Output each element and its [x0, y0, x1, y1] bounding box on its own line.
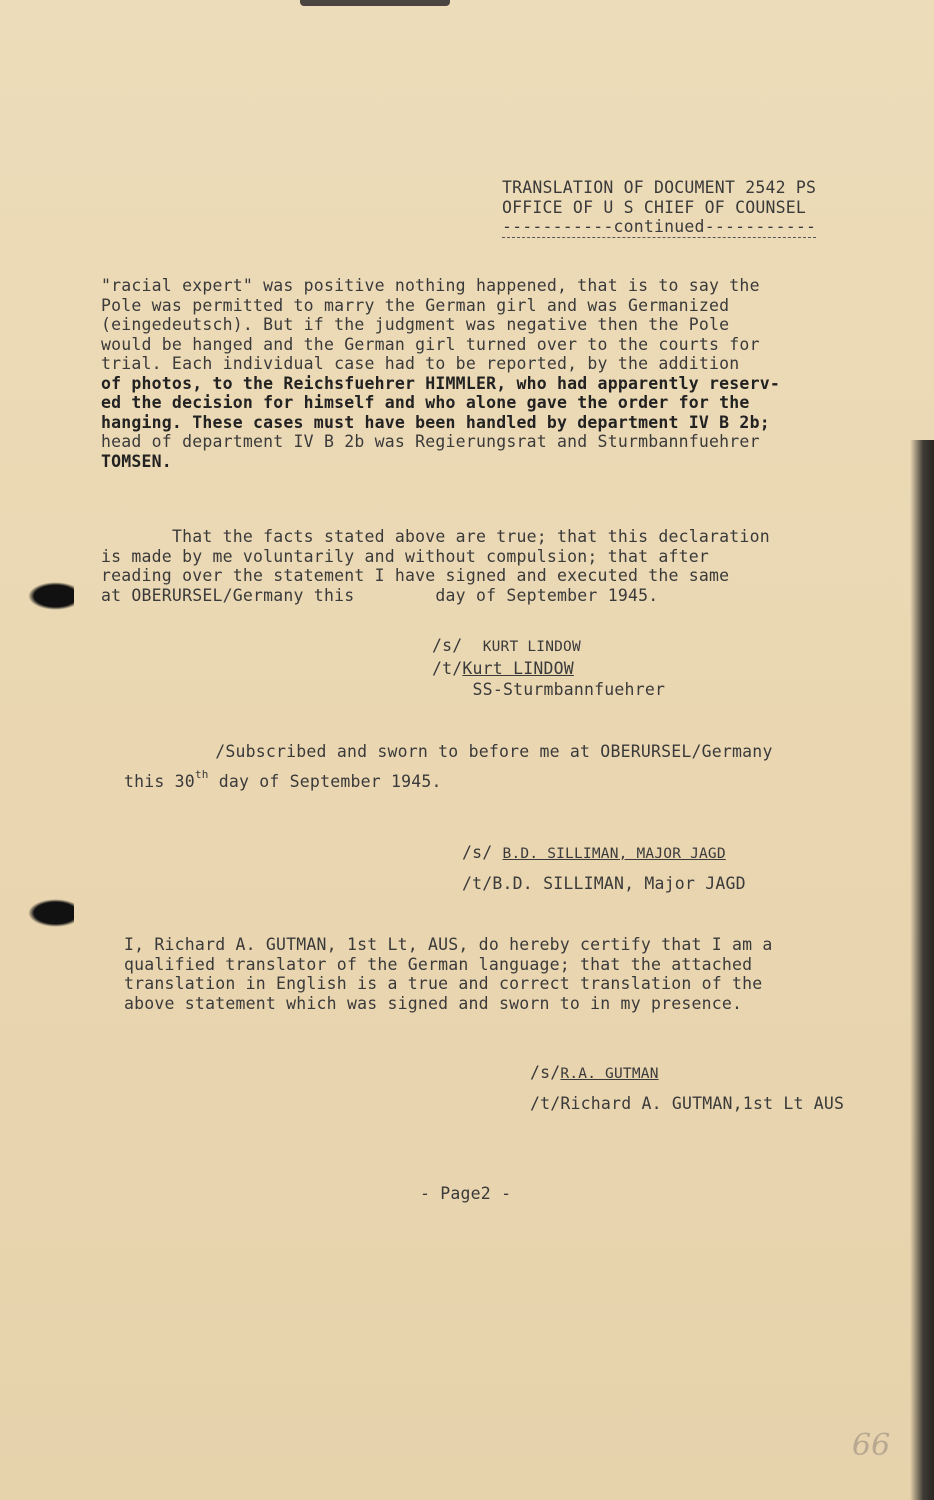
body-line-3: (eingedeutsch). But if the judgment was negative then the Pole [101, 315, 730, 334]
translator-certification [124, 935, 773, 1013]
declaration-line-4: at OBERURSEL/Germany this day of September 1945. [101, 585, 659, 605]
handwritten-page-number: 66 [852, 1428, 891, 1463]
sworn-date-suffix: th [194, 768, 209, 781]
page-number: - Page2 - [420, 1184, 512, 1203]
typed-prefix: /t/ [432, 659, 463, 678]
cert-line-2: qualified translator of the German language; that the attached [124, 954, 753, 974]
body-line-6: of photos, to the Reichsfuehrer HIMMLER, who had apparently reserv- [101, 373, 780, 393]
header-line-1: TRANSLATION OF DOCUMENT 2542 PS [502, 178, 817, 197]
signed-name: R.A. GUTMAN [560, 1066, 659, 1082]
declaration-line-3: reading over the statement I have signed and executed the same [101, 566, 730, 585]
punch-hole-upper [28, 582, 74, 610]
cert-line-3: translation in English is a true and correct translation of the [124, 974, 763, 993]
body-line-2: Pole was permitted to marry the German girl and was Germanized [101, 295, 730, 315]
declaration-paragraph [101, 527, 770, 605]
header-continued: -----------continued----------- [502, 217, 817, 236]
sworn-line-2-end: day of September 1945. [208, 772, 442, 791]
sworn-statement [124, 740, 773, 793]
signature-block-lindow [432, 635, 665, 700]
signed-prefix: /s/ [432, 636, 463, 655]
document-header [502, 178, 816, 238]
declaration-line-2: is made by me voluntarily and without compulsion; that after [101, 546, 710, 566]
body-line-1: "racial expert" was positive nothing happened, that is to say the [101, 276, 760, 295]
signature-block-silliman [462, 838, 746, 899]
signature-block-gutman [530, 1058, 844, 1119]
body-line-8: hanging. These cases must have been handled by department IV B 2b; [101, 412, 770, 432]
punch-hole-lower [28, 899, 74, 927]
body-paragraph [101, 276, 901, 471]
typed-line: /t/B.D. SILLIMAN, Major JAGD [462, 874, 746, 893]
signed-prefix: /s/ [462, 843, 493, 862]
body-line-4: would be hanged and the German girl turned over to the courts for [101, 334, 760, 354]
body-line-9: head of department IV B 2b was Regierungsrat and Sturmbannfuehrer [101, 432, 760, 451]
declaration-line-1: That the facts stated above are true; that this declaration [171, 527, 770, 546]
sworn-line-2-start: this 30 [124, 772, 195, 791]
signed-name: B.D. SILLIMAN, MAJOR JAGD [502, 846, 726, 862]
signed-prefix: /s/ [530, 1063, 561, 1082]
typed-name: Kurt LINDOW [462, 659, 574, 678]
cert-line-4: above statement which was signed and sworn to in my presence. [124, 993, 743, 1013]
body-line-7: ed the decision for himself and who alone gave the order for the [101, 393, 750, 412]
body-line-5: trial. Each individual case had to be reported, by the addition [101, 354, 740, 373]
torn-right-edge [910, 440, 934, 1500]
sworn-line-1: /Subscribed and sworn to before me at OBERURSEL/Germany [215, 742, 773, 761]
top-edge-stain [300, 0, 450, 6]
body-line-10: TOMSEN. [101, 451, 172, 471]
cert-line-1: I, Richard A. GUTMAN, 1st Lt, AUS, do hereby certify that I am a [124, 935, 773, 954]
typed-line: /t/Richard A. GUTMAN,1st Lt AUS [530, 1094, 845, 1113]
signer-rank: SS-Sturmbannfuehrer [472, 680, 666, 699]
signed-name: KURT LINDOW [482, 639, 581, 655]
header-line-2: OFFICE OF U S CHIEF OF COUNSEL [502, 197, 807, 217]
